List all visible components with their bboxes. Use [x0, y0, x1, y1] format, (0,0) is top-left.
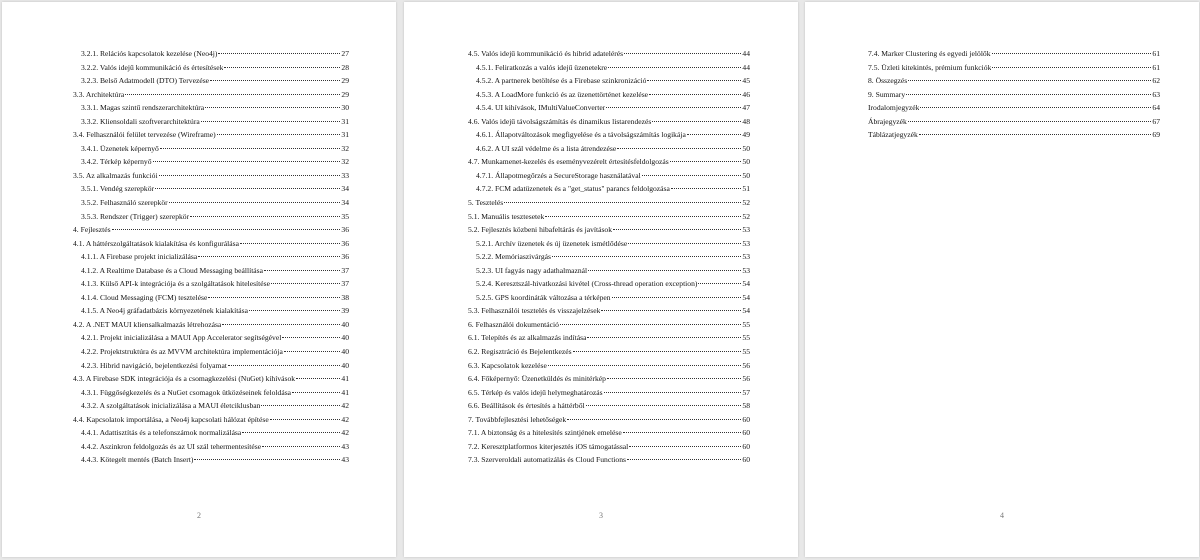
toc-entry-title: 4.4. Kapcsolatok importálása, a Neo4j kapcsolati hálózat építése [73, 414, 269, 424]
toc-entry-page-number: 36 [341, 225, 349, 235]
dot-leader [169, 202, 341, 203]
toc-entry-title: 6.2. Regisztráció és Bejelentkezés [468, 347, 572, 357]
toc-entry[interactable] [73, 47, 349, 61]
toc-entry-page-number: 53 [742, 225, 750, 235]
dot-leader [652, 121, 741, 122]
toc-entry-page-number: 62 [1152, 76, 1160, 86]
toc-entry-title: 3.2.1. Relációs kapcsolatok kezelése (Neo4j) [81, 49, 218, 58]
toc-entry-title: 4.4.1. Adattisztítás és a telefonszámok normalizálása [81, 428, 242, 438]
toc-entry-title: 4.2. A .NET MAUI kliensalkalmazás létrehozása [73, 319, 222, 329]
dot-leader [623, 432, 742, 433]
toc-entry-page-number: 40 [341, 360, 349, 370]
toc-entry-page-number: 48 [742, 116, 750, 126]
dot-leader [210, 80, 340, 81]
toc-entry[interactable] [73, 264, 349, 278]
dot-leader [687, 134, 742, 135]
page-number: 2 [197, 511, 201, 520]
toc-entry-page-number: 64 [1152, 103, 1160, 113]
toc-entry[interactable] [73, 88, 349, 102]
toc-entry-title: 4.1. A háttérszolgáltatások kialakítása és konfigurálása [73, 238, 239, 248]
toc-entry-page-number: 30 [341, 103, 349, 113]
toc-entry[interactable] [468, 250, 750, 264]
toc-entry-page-number: 60 [742, 455, 750, 465]
toc-entry-page-number: 57 [742, 387, 750, 397]
toc-entry-title: 5.2. Fejlesztés közbeni hibafeltárás és javítások [468, 225, 613, 235]
toc-entry-title: 7.4. Marker Clustering és egyedi jelölők [868, 49, 991, 58]
toc-entry-page-number: 63 [1152, 89, 1160, 99]
toc-entry-title: Táblázatjegyzék [868, 130, 918, 140]
toc-entry[interactable] [468, 277, 750, 291]
dot-leader [617, 148, 741, 149]
document-page [2, 2, 396, 557]
toc-entry-page-number: 27 [341, 49, 349, 58]
dot-leader [670, 161, 742, 162]
toc-entry[interactable] [73, 115, 349, 129]
toc-entry-title: 4.3.1. Függőségkezelés és a NuGet csomagok ütközéseinek feloldása [81, 387, 292, 397]
toc-entry[interactable] [73, 413, 349, 427]
toc-entry[interactable] [73, 61, 349, 75]
toc-entry-title: 7. Továbbfejlesztési lehetőségek [468, 414, 567, 424]
toc-entry-title: 4.1.5. A Neo4j gráfadatbázis környezetének kialakítása [81, 306, 248, 316]
toc-entry-page-number: 46 [742, 89, 750, 99]
toc-entry[interactable] [468, 210, 750, 224]
toc-entry-page-number: 40 [341, 333, 349, 343]
toc-entry-page-number: 58 [742, 401, 750, 411]
dot-leader [261, 405, 340, 406]
toc-entry[interactable] [468, 386, 750, 400]
dot-leader [155, 188, 340, 189]
dot-leader [218, 53, 340, 54]
toc-entry[interactable] [73, 196, 349, 210]
toc-entry-title: 4.7.1. Állapotmegőrzés a SecureStorage használatával [476, 170, 641, 180]
dot-leader [262, 446, 340, 447]
toc-entry-page-number: 34 [341, 184, 349, 194]
toc-entry-title: 6.5. Térkép és valós idejű helymeghatározás [468, 387, 603, 397]
dot-leader [612, 297, 742, 298]
toc-entry[interactable] [468, 155, 750, 169]
toc-entry[interactable] [468, 413, 750, 427]
toc-entry-title: 3.3. Architektúra [73, 89, 125, 99]
dot-leader [573, 351, 742, 352]
toc-entry[interactable] [73, 223, 349, 237]
toc-entry[interactable] [73, 169, 349, 183]
toc-entry[interactable] [73, 210, 349, 224]
toc-entry-page-number: 50 [742, 170, 750, 180]
toc-entry-page-number: 52 [742, 211, 750, 221]
toc-entry-title: 5.2.3. UI fagyás nagy adathalmaznál [476, 265, 588, 275]
toc-entry-page-number: 37 [341, 279, 349, 289]
toc-entry-title: 5.3. Felhasználói tesztelés és visszajelzések [468, 306, 601, 316]
toc-entry[interactable] [468, 223, 750, 237]
toc-entry-page-number: 54 [742, 306, 750, 316]
toc-entry-title: 5.2.2. Memóriaszivárgás [476, 252, 551, 262]
toc-entry[interactable] [868, 47, 1160, 61]
toc-entry-page-number: 34 [341, 198, 349, 208]
dot-leader [919, 134, 1152, 135]
toc-entry-title: 6.3. Kapcsolatok kezelése [468, 360, 547, 370]
dot-leader [264, 270, 340, 271]
toc-entry-title: 3.3.1. Magas szintű rendszerarchitektúra [81, 103, 205, 113]
toc-entry[interactable] [73, 250, 349, 264]
toc-entry-page-number: 51 [742, 184, 750, 194]
toc-entry[interactable] [73, 74, 349, 88]
dot-leader [608, 67, 741, 68]
toc-entry-page-number: 53 [742, 252, 750, 262]
toc-entry[interactable] [73, 331, 349, 345]
toc-entry-title: 4.5.1. Feliratkozás a valós idejű üzenetekre [476, 62, 608, 72]
toc-entry[interactable] [73, 386, 349, 400]
toc-entry-title: 5.2.1. Archív üzenetek és új üzenetek ismétlődése [476, 238, 628, 248]
toc-entry-page-number: 56 [742, 360, 750, 370]
toc-entry-title: 3.3.2. Kliensoldali szoftverarchitektúra [81, 116, 200, 126]
dot-leader [208, 297, 340, 298]
dot-leader [159, 175, 341, 176]
toc-entry-title: 5.2.5. GPS koordináták változása a térképen [476, 292, 611, 302]
toc-entry[interactable] [73, 291, 349, 305]
toc-entry-title: 4.4.3. Kötegelt mentés (Batch Insert) [81, 455, 194, 465]
toc-entry-page-number: 56 [742, 374, 750, 384]
toc-entry-title: 4.5.3. A LoadMore funkció és az üzenettörténet kezelése [476, 89, 649, 99]
dot-leader [125, 94, 340, 95]
toc-entry[interactable] [468, 318, 750, 332]
toc-entry-title: 4.7. Munkamenet-kezelés és eseményvezérelt értesítésfeldolgozás [468, 157, 669, 167]
toc-entry[interactable] [468, 440, 750, 454]
toc-entry-page-number: 60 [742, 428, 750, 438]
dot-leader [601, 310, 741, 311]
toc-entry[interactable] [468, 142, 750, 156]
toc-entry[interactable] [73, 372, 349, 386]
dot-leader [201, 121, 341, 122]
toc-entry-page-number: 41 [341, 374, 349, 384]
toc-entry-title: 4.6.1. Állapotváltozások megfigyelése és a távolságszámítás logikája [476, 130, 686, 140]
toc-entry-page-number: 53 [742, 238, 750, 248]
toc-entry[interactable] [468, 264, 750, 278]
dot-leader [613, 229, 741, 230]
toc-entry-title: 8. Összegzés [868, 76, 908, 86]
toc-entry-title: 7.2. Keresztplatformos kiterjesztés iOS támogatással [468, 441, 629, 451]
dot-leader [249, 310, 340, 311]
toc-entry[interactable] [868, 74, 1160, 88]
toc-entry-page-number: 54 [742, 279, 750, 289]
toc-entry[interactable] [73, 440, 349, 454]
dot-leader [671, 188, 742, 189]
toc-entry[interactable] [468, 182, 750, 196]
page-number: 4 [1000, 511, 1004, 520]
table-of-contents [868, 47, 1160, 142]
toc-entry[interactable] [73, 101, 349, 115]
toc-entry[interactable] [73, 142, 349, 156]
dot-leader [545, 216, 741, 217]
toc-entry-title: 5. Tesztelés [468, 198, 504, 208]
toc-entry[interactable] [468, 426, 750, 440]
dot-leader [908, 80, 1151, 81]
toc-entry-page-number: 44 [742, 49, 750, 58]
toc-entry-title: 3.2.2. Valós idejű kommunikáció és értesítések [81, 62, 224, 72]
toc-entry-page-number: 61 [1152, 62, 1160, 72]
toc-entry[interactable] [468, 169, 750, 183]
toc-entry[interactable] [468, 372, 750, 386]
toc-entry-page-number: 39 [341, 306, 349, 316]
toc-entry-title: 4.1.3. Külső API-k integrációja és a szolgáltatások hitelesítése [81, 279, 270, 289]
toc-entry-title: 3.5.1. Vendég szerepkör [81, 184, 155, 194]
toc-entry[interactable] [468, 291, 750, 305]
toc-entry[interactable] [868, 88, 1160, 102]
dot-leader [270, 419, 341, 420]
toc-entry-title: 5.2.4. Keresztszál-hivatkozási kivétel (Cross-thread operation exception) [476, 279, 698, 289]
toc-entry[interactable] [468, 237, 750, 251]
toc-entry-title: 3.5.2. Felhasználó szerepkör [81, 198, 168, 208]
toc-entry-page-number: 38 [341, 292, 349, 302]
dot-leader [222, 324, 340, 325]
dot-leader [292, 392, 340, 393]
toc-entry-title: 4.3.2. A szolgáltatások inicializálása a MAUI életciklusban [81, 401, 261, 411]
toc-entry[interactable] [468, 128, 750, 142]
toc-entry[interactable] [73, 182, 349, 196]
toc-entry-title: 3.4. Felhasználói felület tervezése (Wireframe) [73, 130, 216, 140]
toc-entry-page-number: 54 [742, 292, 750, 302]
toc-entry-title: 3.5.3. Rendszer (Trigger) szerepkör [81, 211, 190, 221]
toc-entry[interactable] [73, 345, 349, 359]
dot-leader [698, 283, 741, 284]
toc-entry-page-number: 35 [341, 211, 349, 221]
toc-entry[interactable] [868, 128, 1160, 142]
toc-entry[interactable] [468, 101, 750, 115]
dot-leader [240, 243, 340, 244]
dot-leader [560, 324, 742, 325]
toc-entry[interactable] [73, 237, 349, 251]
dot-leader [992, 53, 1152, 54]
dot-leader [224, 67, 340, 68]
toc-entry-title: Irodalomjegyzék [868, 103, 920, 113]
toc-entry[interactable] [868, 101, 1160, 115]
toc-entry-page-number: 43 [341, 441, 349, 451]
dot-leader [567, 419, 741, 420]
dot-leader [604, 392, 742, 393]
dot-leader [296, 378, 340, 379]
toc-entry-page-number: 31 [341, 116, 349, 126]
toc-entry-page-number: 47 [742, 103, 750, 113]
toc-entry-page-number: 50 [742, 157, 750, 167]
toc-entry[interactable] [73, 426, 349, 440]
dot-leader [153, 161, 341, 162]
toc-entry-title: 3.2.3. Belső Adatmodell (DTO) Tervezése [81, 76, 210, 86]
dot-leader [627, 459, 741, 460]
toc-entry-title: 4.3. A Firebase SDK integrációja és a csomagkezelési (NuGet) kihívások [73, 374, 296, 384]
toc-entry-title: 6. Felhasználói dokumentáció [468, 319, 559, 329]
toc-entry[interactable] [73, 399, 349, 413]
toc-entry-page-number: 52 [742, 198, 750, 208]
toc-entry-title: 7.3. Szerveroldali automatizálás és Cloud Functions [468, 455, 626, 465]
toc-entry-page-number: 36 [341, 238, 349, 248]
toc-entry[interactable] [468, 453, 750, 467]
toc-entry-page-number: 55 [742, 347, 750, 357]
toc-entry-title: Ábrajegyzék [868, 116, 907, 126]
toc-entry[interactable] [468, 399, 750, 413]
toc-entry-page-number: 42 [341, 401, 349, 411]
dot-leader [552, 256, 741, 257]
toc-entry-title: 6.1. Telepítés és az alkalmazás indítása [468, 333, 587, 343]
toc-entry-page-number: 69 [1152, 130, 1160, 140]
toc-entry[interactable] [468, 359, 750, 373]
toc-entry-title: 4.1.1. A Firebase projekt inicializálása [81, 252, 198, 262]
dot-leader [160, 148, 341, 149]
dot-leader [607, 378, 741, 379]
toc-entry-page-number: 42 [341, 414, 349, 424]
dot-leader [908, 121, 1152, 122]
toc-entry-page-number: 41 [341, 387, 349, 397]
toc-entry-title: 4.5.4. UI kihívások, IMultiValueConverter [476, 103, 606, 113]
toc-entry[interactable] [468, 331, 750, 345]
toc-entry-page-number: 40 [341, 347, 349, 357]
toc-entry-title: 9. Summary [868, 89, 906, 99]
dot-leader [284, 351, 341, 352]
dot-leader [906, 94, 1151, 95]
toc-entry[interactable] [868, 61, 1160, 75]
toc-entry-title: 4.1.2. A Realtime Database és a Cloud Messaging beállítása [81, 265, 263, 275]
dot-leader [649, 94, 741, 95]
toc-entry[interactable] [73, 304, 349, 318]
toc-entry[interactable] [468, 88, 750, 102]
toc-entry-title: 4.2.2. Projektstruktúra és az MVVM architektúra implementációja [81, 347, 283, 357]
toc-entry-page-number: 45 [742, 76, 750, 86]
toc-entry-page-number: 43 [341, 455, 349, 465]
toc-entry-page-number: 67 [1152, 116, 1160, 126]
toc-entry-page-number: 60 [742, 414, 750, 424]
toc-entry-page-number: 49 [742, 130, 750, 140]
toc-entry[interactable] [73, 277, 349, 291]
toc-entry[interactable] [868, 115, 1160, 129]
dot-leader [992, 67, 1151, 68]
dot-leader [628, 243, 741, 244]
toc-entry-title: 4.2.3. Hibrid navigáció, bejelentkezési folyamat [81, 360, 227, 370]
dot-leader [190, 216, 340, 217]
toc-entry-title: 3.5. Az alkalmazás funkciói [73, 170, 158, 180]
dot-leader [217, 134, 341, 135]
toc-entry-title: 4.6.2. A UI szál védelme és a lista átrendezése [476, 143, 617, 153]
toc-entry-title: 4.7.2. FCM adatüzenetek és a "get_status" parancs feldolgozása [476, 184, 670, 194]
dot-leader [504, 202, 741, 203]
document-page [404, 2, 798, 557]
toc-entry[interactable] [73, 128, 349, 142]
dot-leader [629, 446, 741, 447]
toc-entry-title: 3.4.2. Térkép képernyő [81, 157, 152, 167]
toc-entry-page-number: 55 [742, 333, 750, 343]
dot-leader [271, 283, 340, 284]
toc-entry-page-number: 60 [742, 441, 750, 451]
toc-entry[interactable] [73, 453, 349, 467]
dot-leader [548, 365, 742, 366]
dot-leader [194, 459, 340, 460]
toc-entry-page-number: 31 [341, 130, 349, 140]
toc-entry-page-number: 28 [341, 62, 349, 72]
toc-entry[interactable] [468, 61, 750, 75]
toc-entry[interactable] [468, 47, 750, 61]
toc-entry-title: 4.2.1. Projekt inicializálása a MAUI App Accelerator segítségével [81, 333, 282, 343]
dot-leader [588, 270, 741, 271]
toc-entry-title: 4.4.2. Aszinkron feldolgozás és az UI szál tehermentesítése [81, 441, 262, 451]
toc-entry-title: 7.5. Üzleti kitekintés, prémium funkciók [868, 62, 992, 72]
dot-leader [587, 337, 741, 338]
dot-leader [624, 53, 741, 54]
dot-leader [606, 107, 741, 108]
toc-entry-page-number: 40 [341, 319, 349, 329]
toc-entry-page-number: 36 [341, 252, 349, 262]
toc-entry-page-number: 32 [341, 157, 349, 167]
toc-entry-title: 4.5.2. A partnerek betöltése és a Firebase szinkronizáció [476, 76, 647, 86]
toc-entry-title: 4. Fejlesztés [73, 225, 111, 235]
dot-leader [242, 432, 340, 433]
dot-leader [642, 175, 742, 176]
toc-entry-page-number: 42 [341, 428, 349, 438]
dot-leader [586, 405, 742, 406]
table-of-contents [73, 47, 349, 467]
toc-entry[interactable] [468, 74, 750, 88]
toc-entry-page-number: 37 [341, 265, 349, 275]
toc-entry-page-number: 29 [341, 76, 349, 86]
toc-entry-page-number: 32 [341, 143, 349, 153]
toc-entry-title: 5.1. Manuális tesztesetek [468, 211, 545, 221]
toc-entry[interactable] [468, 304, 750, 318]
toc-entry[interactable] [468, 345, 750, 359]
toc-entry-title: 7.1. A biztonság és a hitelesítés szintjének emelése [468, 428, 622, 438]
toc-entry-title: 3.4.1. Üzenetek képernyő [81, 143, 159, 153]
toc-entry-title: 6.4. Főképernyő: Üzenetküldés és minitérkép [468, 374, 606, 384]
toc-entry-title: 4.6. Valós idejű távolságszámítás és dinamikus listarendezés [468, 116, 652, 126]
toc-entry[interactable] [73, 359, 349, 373]
toc-entry[interactable] [73, 155, 349, 169]
toc-entry-title: 4.5. Valós idejű kommunikáció és hibrid adatelérés [468, 49, 624, 58]
dot-leader [205, 107, 340, 108]
document-page [805, 2, 1199, 557]
toc-entry-page-number: 55 [742, 319, 750, 329]
toc-entry-title: 4.1.4. Cloud Messaging (FCM) tesztelése [81, 292, 208, 302]
toc-entry-page-number: 50 [742, 143, 750, 153]
dot-leader [198, 256, 340, 257]
dot-leader [920, 107, 1151, 108]
toc-entry[interactable] [468, 196, 750, 210]
toc-entry-page-number: 33 [341, 170, 349, 180]
page-number: 3 [599, 511, 603, 520]
toc-entry-page-number: 44 [742, 62, 750, 72]
toc-entry[interactable] [468, 115, 750, 129]
toc-entry-title: 6.6. Beállítások és értesítés a háttérből [468, 401, 585, 411]
toc-entry-page-number: 29 [341, 89, 349, 99]
toc-entry-page-number: 61 [1152, 49, 1160, 58]
toc-entry[interactable] [73, 318, 349, 332]
dot-leader [647, 80, 741, 81]
dot-leader [112, 229, 341, 230]
table-of-contents [468, 47, 750, 467]
dot-leader [282, 337, 340, 338]
toc-entry-page-number: 53 [742, 265, 750, 275]
dot-leader [228, 365, 340, 366]
